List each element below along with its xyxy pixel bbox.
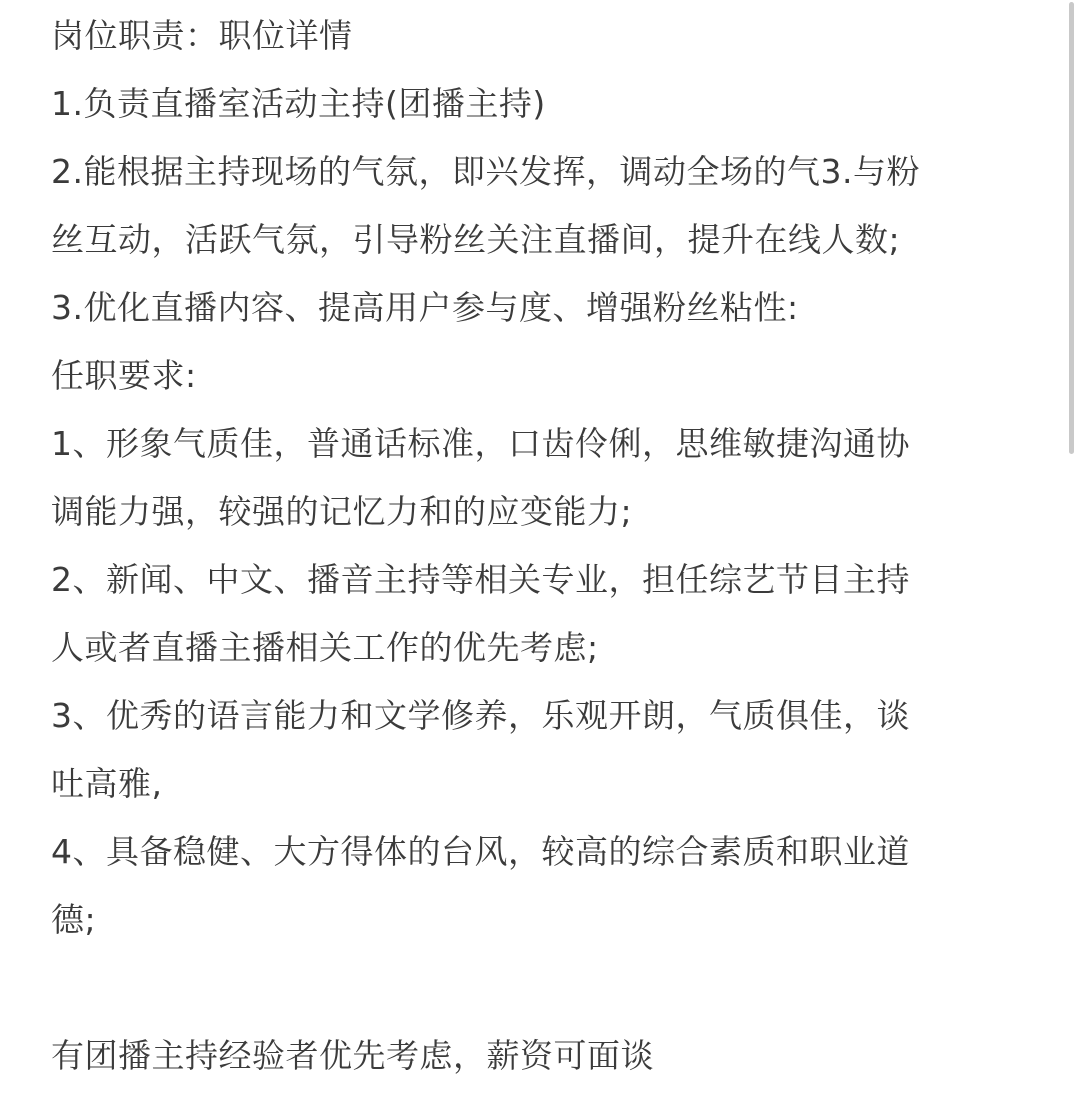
text-line: 2、新闻、中文、播音主持等相关专业，担任综艺节目主持: [51, 560, 910, 599]
text-line: 人或者直播主播相关工作的优先考虑;: [51, 628, 599, 667]
requirements-heading: 任职要求:: [51, 356, 197, 395]
text-line: 3、优秀的语言能力和文学修养，乐观开朗，气质俱佳，谈: [51, 696, 910, 735]
text-line: 吐高雅,: [51, 764, 163, 803]
text-line: 2.能根据主持现场的气氛，即兴发挥，调动全场的气3.与粉: [51, 152, 920, 191]
text-line: 调能力强，较强的记忆力和的应变能力;: [51, 492, 633, 531]
vertical-scrollbar[interactable]: [1066, 0, 1080, 1101]
text-line: 丝互动，活跃气氛，引导粉丝关注直播间，提升在线人数;: [51, 220, 901, 259]
text-line: 3.优化直播内容、提高用户参与度、增强粉丝粘性:: [51, 288, 799, 327]
text-line: 4、具备稳健、大方得体的台风，较高的综合素质和职业道: [51, 832, 910, 871]
text-line: 1、形象气质佳，普通话标准，口齿伶俐，思维敏捷沟通协: [51, 424, 910, 463]
text-line: 1.负责直播室活动主持(团播主持): [51, 84, 546, 123]
text-line: 德;: [51, 900, 97, 939]
job-duties-heading: 岗位职责：职位详情: [51, 16, 353, 55]
scrollbar-thumb[interactable]: [1069, 2, 1074, 454]
closing-note: 有团播主持经验者优先考虑，薪资可面谈: [51, 1036, 654, 1075]
